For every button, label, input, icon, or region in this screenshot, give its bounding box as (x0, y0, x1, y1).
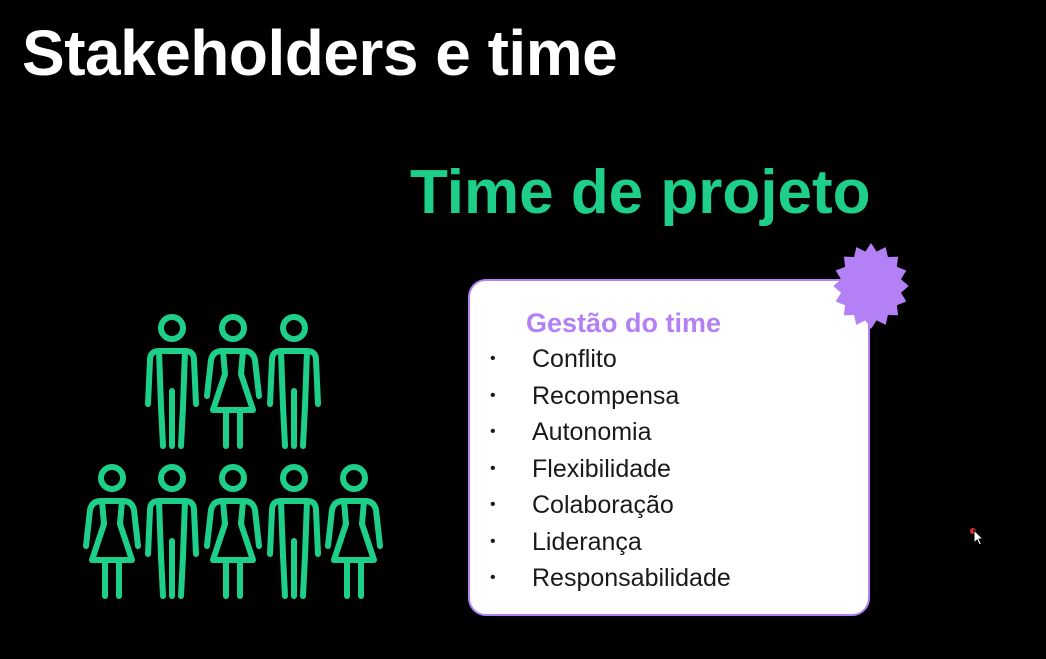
bullet: • (490, 569, 496, 586)
bullet: • (490, 386, 496, 404)
bullet: • (490, 459, 496, 477)
people-group-icon (78, 308, 388, 608)
bullet: • (490, 423, 496, 440)
list-item-label: Conflito (532, 345, 617, 373)
list-item (490, 378, 731, 415)
list-item-label: Liderança (532, 527, 642, 556)
card-list (490, 341, 731, 597)
list-item (490, 524, 731, 561)
list-item-label: Flexibilidade (532, 454, 671, 483)
card-title: Gestão do time (526, 308, 722, 338)
list-item (490, 451, 731, 488)
team-management-card (468, 279, 870, 616)
list-item (490, 560, 731, 597)
list-item-label: Autonomia (532, 418, 652, 446)
starburst-badge-icon (826, 241, 916, 331)
list-item (490, 414, 731, 451)
mouse-cursor-icon (966, 524, 986, 546)
list-item-label: Responsabilidade (532, 564, 731, 592)
slide-title: Stakeholders e time (22, 17, 618, 89)
list-item-label: Colaboração (532, 491, 674, 519)
bullet: • (490, 532, 496, 550)
section-title: Time de projeto (410, 158, 871, 227)
bullet: • (490, 496, 496, 513)
list-item-label: Recompensa (532, 381, 680, 410)
bullet: • (490, 350, 496, 367)
list-item (490, 487, 731, 524)
list-item (490, 341, 731, 378)
